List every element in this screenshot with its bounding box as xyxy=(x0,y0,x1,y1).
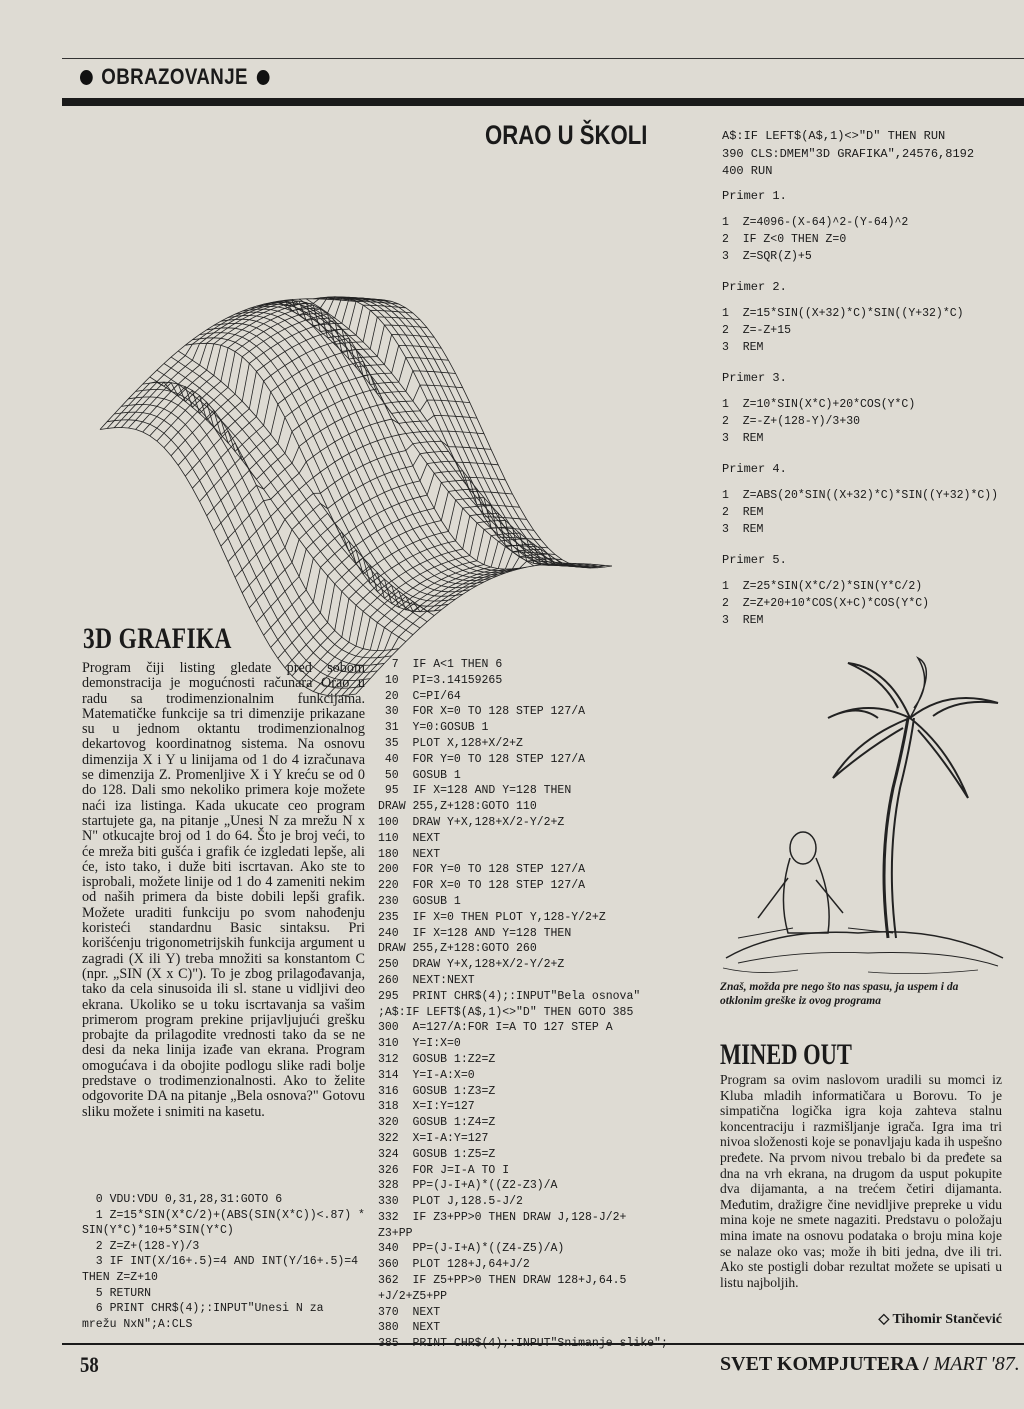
code-line: 20 C=PI/64 xyxy=(378,689,461,703)
code-line: 380 NEXT xyxy=(378,1321,441,1335)
code-line: DRAW 255,Z+128:GOTO 110 xyxy=(378,800,537,814)
code-line: 2 REM xyxy=(722,506,764,519)
code-line: 316 GOSUB 1:Z3=Z xyxy=(378,1084,496,1098)
section-header xyxy=(80,64,269,90)
code-line: 31 Y=0:GOSUB 1 xyxy=(378,721,489,735)
mesh-line xyxy=(285,506,541,668)
code-line: 0 VDU:VDU 0,31,28,31:GOTO 6 xyxy=(82,1193,283,1206)
code-line: Z3+PP xyxy=(378,1226,413,1240)
code-line: 322 X=I-A:Y=127 xyxy=(378,1131,489,1145)
code-line: 1 Z=4096-(X-64)^2-(Y-64)^2 xyxy=(722,216,909,229)
code-line: 6 PRINT CHR$(4);:INPUT"Unesi N za xyxy=(82,1302,324,1316)
listing-part-1 xyxy=(82,1192,372,1332)
page-number: 58 xyxy=(80,1352,99,1377)
mined-out-body: Program sa ovim naslovom uradili su momci iz Kluba mladih informatičara u Borovu. To je simpatična logička igra koja zahteva stalnu koncentraciju i razmišljanje igrača. Igra ima tri nivoa složenosti koje se ponavljaju kada ih uspešno pređete. Na prvom nivou trebalo bi da pređete sa dna na vrh ekrana, na drugom da usput pokupite dva dijamanta, a na trećem četiri dijamanta. Međutim, dražigre čine nevidljive prepreke u vidu mina koje ne smete nagaziti. Predstavu o položaju mina imate na osnovu podataka o broju mina koje se nalaze oko vas; može ih biti jedna, dve ili tri. Ako ste postigli dobar rezultat možete se upisati u listu najboljih. xyxy=(720,1072,1002,1290)
code-line: mrežu NxN";A:CLS xyxy=(82,1317,193,1331)
code-line: 1 Z=15*SIN(X*C/2)+(ABS(SIN(X*C))<.87) * xyxy=(82,1208,365,1222)
code-line: 100 DRAW Y+X,128+X/2-Y/2+Z xyxy=(378,815,565,829)
mesh-line xyxy=(342,298,598,566)
code-line: 30 FOR X=0 TO 128 STEP 127/A xyxy=(378,705,586,719)
example-label: Primer 2. xyxy=(722,280,787,294)
code-line: 318 X=I:Y=127 xyxy=(378,1100,475,1114)
code-line: 314 Y=I-A:X=0 xyxy=(378,1068,475,1082)
code-line: 240 IF X=128 AND Y=128 THEN xyxy=(378,926,572,940)
code-line: 362 IF Z5+PP>0 THEN DRAW 128+J,64.5 xyxy=(378,1274,627,1288)
code-line: 295 PRINT CHR$(4);:INPUT"Bela osnova" xyxy=(378,989,641,1003)
mesh-line xyxy=(256,304,512,572)
article-body: Program čiji listing gledate pred sobom demonstracija je mogućnosti računara Orao u radu sa trodimenzionalnim funkcijama. Matematičke funkcije sa tri dimenzije prikazane su u jednom oktantu trodimenzionalnog dekartovog koordinatnog sistema. Na osnovu dimenzija X i Y u linijama od 1 do 4 izračunava se dimenzija Z. Promenljive X i Y kreću se od 0 do 128. Dali smo nekoliko primera koje možete naći iza listinga. Kada ukucate ceo program startujete ga, na pitanje „Unesi N za mrežu N x N" otkucajte broj od 1 do 64. Što je broj veći, to će mreža biti gušća i grafik će izgledati lepše, ali će, isto tako, i duže biti iscrtavan. Ako ste to isprobali, možete linije od 1 do 4 zameniti nekim od naših primera da biste dobili lepši grafik. Možete uraditi funkciju po svom nahođenju koristeći standardnu Basic sintaksu. Pri korišćenju trigonometrijskih funkcija argument u zagradi (X ili Y) treba množiti sa konstantom C (npr. „SIN (X x C)"). To je zbog prilagođavanja, tako da cela sinusoida ili sl. stane u vidljivi deo ekrana. Ukoliko se u toku iscrtavanja sa vašim primerom program prekine prijavljujući grešku probajte da prilagodite vrednosti tako da se ne desi da neka linija izađe van ekrana. Program omogućava i da obojite podlogu slike radi bolje predstave o trodimenzionalnosti. Ako to želite odgovorite DA na pitanje „Bela osnova?" Gotovu sliku možete i snimiti na kasetu. xyxy=(82,660,365,1120)
3d-surface-wireframe-illustration xyxy=(80,106,640,651)
code-line: 3 REM xyxy=(722,432,764,445)
code-line: 1 Z=10*SIN(X*C)+20*COS(Y*C) xyxy=(722,398,916,411)
code-line: 340 PP=(J-I+A)*((Z4-Z5)/A) xyxy=(378,1242,565,1256)
code-line: DRAW 255,Z+128:GOTO 260 xyxy=(378,942,537,956)
example-block xyxy=(722,188,1012,265)
code-line: 50 GOSUB 1 xyxy=(378,768,461,782)
code-line: 390 CLS:DMEM"3D GRAFIKA",24576,8192 xyxy=(722,146,975,161)
code-line: 300 A=127/A:FOR I=A TO 127 STEP A xyxy=(378,1021,613,1035)
mesh-line xyxy=(313,297,569,566)
bullet-icon xyxy=(80,70,93,85)
code-line: 400 RUN xyxy=(722,164,773,178)
header-bar xyxy=(62,98,1024,106)
code-line: 110 NEXT xyxy=(378,831,441,845)
code-line: 3 REM xyxy=(722,523,764,536)
code-line: 1 Z=25*SIN(X*C/2)*SIN(Y*C/2) xyxy=(722,580,923,593)
example-block xyxy=(722,552,1012,629)
cartoon-caption: Znaš, možda pre nego što nas spasu, ja uspem i da otklonim greške iz ovog programa xyxy=(720,981,959,1007)
code-line: 3 REM xyxy=(722,614,764,627)
code-line: 328 PP=(J-I+A)*((Z2-Z3)/A xyxy=(378,1179,558,1193)
code-line: ;A$:IF LEFT$(A$,1)<>"D" THEN GOTO 385 xyxy=(378,1005,634,1019)
code-line: 2 Z=-Z+15 xyxy=(722,324,792,337)
code-line: 2 Z=Z+20+10*COS(X+C)*COS(Y*C) xyxy=(722,597,930,610)
author-byline: ◇ Tihomir Stančević xyxy=(878,1312,1002,1327)
bullet-icon xyxy=(256,70,269,85)
palm-island-cartoon xyxy=(718,658,1008,976)
listing-part-2 xyxy=(378,657,698,1352)
code-line: 35 PLOT X,128+X/2+Z xyxy=(378,736,523,750)
code-line: 230 GOSUB 1 xyxy=(378,894,461,908)
example-label: Primer 1. xyxy=(722,189,787,203)
code-line: 2 Z=Z+(128-Y)/3 xyxy=(82,1239,200,1253)
mined-out-title: MINED OUT xyxy=(720,1038,852,1071)
magazine-issue: MART '87. xyxy=(933,1353,1020,1375)
listing-part-3 xyxy=(722,128,1012,181)
code-line: 324 GOSUB 1:Z5=Z xyxy=(378,1147,496,1161)
example-label: Primer 4. xyxy=(722,462,787,476)
example-block xyxy=(722,370,1012,447)
code-line: 180 NEXT xyxy=(378,847,441,861)
top-rule xyxy=(62,58,1024,59)
article-kicker: ORAO U ŠKOLI xyxy=(485,120,648,150)
code-line: 220 FOR X=0 TO 128 STEP 127/A xyxy=(378,879,586,893)
article-title: 3D GRAFIKA xyxy=(83,622,232,655)
mesh-line xyxy=(192,358,448,489)
examples-list xyxy=(722,188,1012,643)
mesh-line xyxy=(214,400,470,531)
code-line: 3 IF INT(X/16+.5)=4 AND INT(Y/16+.5)=4 xyxy=(82,1255,359,1269)
code-line: 10 PI=3.14159265 xyxy=(378,673,503,687)
code-line: 40 FOR Y=0 TO 128 STEP 127/A xyxy=(378,752,586,766)
code-line: 320 GOSUB 1:Z4=Z xyxy=(378,1116,496,1130)
footer-rule xyxy=(62,1343,1024,1345)
section-name: OBRAZOVANJE xyxy=(101,64,248,89)
code-line: 3 REM xyxy=(722,341,764,354)
code-line: SIN(Y*C)*10+5*SIN(Y*C) xyxy=(82,1224,234,1238)
code-line: 332 IF Z3+PP>0 THEN DRAW J,128-J/2+ xyxy=(378,1210,627,1224)
code-line: 95 IF X=128 AND Y=128 THEN xyxy=(378,784,572,798)
code-line: 235 IF X=0 THEN PLOT Y,128-Y/2+Z xyxy=(378,910,606,924)
code-line: 7 IF A<1 THEN 6 xyxy=(378,658,503,671)
code-line: 370 NEXT xyxy=(378,1305,441,1319)
code-line: A$:IF LEFT$(A$,1)<>"D" THEN RUN xyxy=(722,129,946,143)
code-line: 1 Z=15*SIN((X+32)*C)*SIN((Y+32)*C) xyxy=(722,307,964,320)
mesh-line xyxy=(228,431,484,562)
example-block xyxy=(722,279,1012,356)
code-line: 360 PLOT 128+J,64+J/2 xyxy=(378,1258,530,1272)
mesh-line xyxy=(328,297,584,566)
code-line: 2 IF Z<0 THEN Z=0 xyxy=(722,233,847,246)
mesh-line xyxy=(171,325,427,456)
code-line: 330 PLOT J,128.5-J/2 xyxy=(378,1195,523,1209)
mesh-line xyxy=(100,299,356,430)
code-line: 5 RETURN xyxy=(82,1286,152,1300)
code-line: 250 DRAW Y+X,128+X/2-Y/2+Z xyxy=(378,958,565,972)
code-line: 2 Z=-Z+(128-Y)/3+30 xyxy=(722,415,861,428)
code-line: 310 Y=I:X=0 xyxy=(378,1037,461,1051)
example-block xyxy=(722,461,1012,538)
mesh-line xyxy=(114,297,370,428)
code-line: 1 Z=ABS(20*SIN((X+32)*C)*SIN((Y+32)*C)) xyxy=(722,489,999,502)
magazine-name: SVET KOMPJUTERA / xyxy=(720,1353,929,1375)
code-line: +J/2+Z5+PP xyxy=(378,1289,448,1303)
code-line: THEN Z=Z+10 xyxy=(82,1270,158,1284)
code-line: 312 GOSUB 1:Z2=Z xyxy=(378,1052,496,1066)
example-label: Primer 5. xyxy=(722,553,787,567)
mesh-line xyxy=(349,299,605,567)
example-label: Primer 3. xyxy=(722,371,787,385)
code-line: 200 FOR Y=0 TO 128 STEP 127/A xyxy=(378,863,586,877)
code-line: 260 NEXT:NEXT xyxy=(378,973,475,987)
magazine-footer xyxy=(720,1353,1020,1376)
code-line: 326 FOR J=I-A TO I xyxy=(378,1163,510,1177)
code-line: 3 Z=SQR(Z)+5 xyxy=(722,250,812,263)
